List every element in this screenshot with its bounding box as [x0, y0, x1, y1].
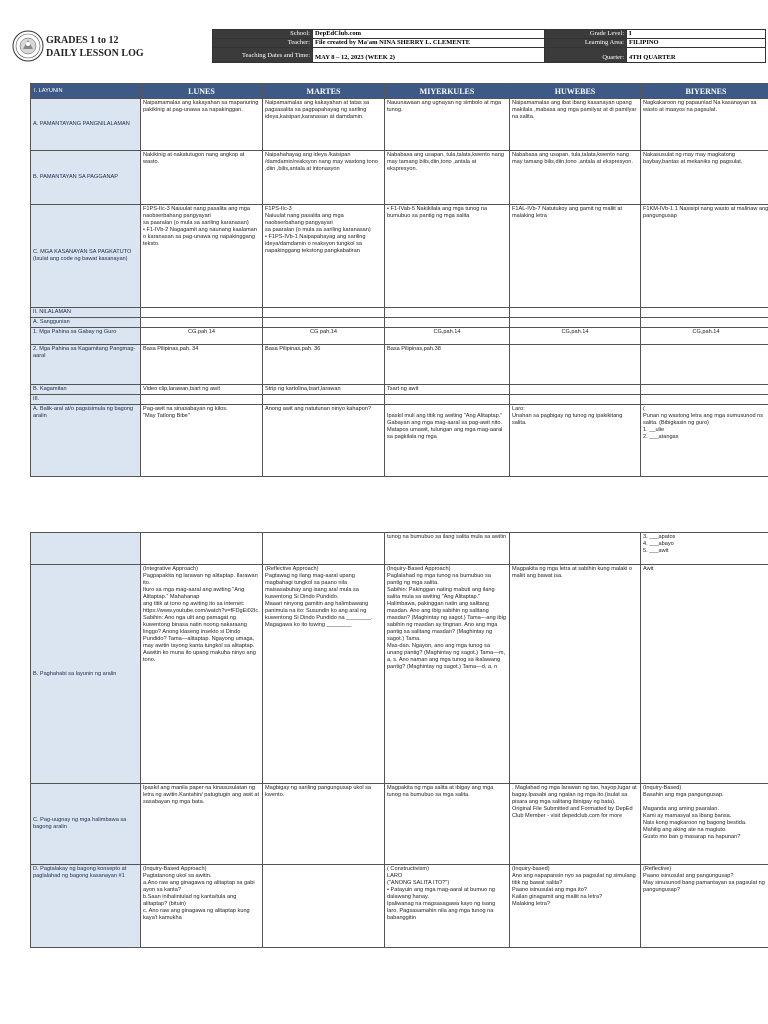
row-label: C. Pag-uugnay ng mga halimbawa sa bagong aralin [31, 784, 141, 865]
table-cell [510, 385, 641, 395]
row-label: B. Kagamitan [31, 385, 141, 395]
table-cell: F1AL-IVb-7 Natutukoy ang gamit ng maliit at malaking letra [510, 205, 641, 308]
table-cell [141, 533, 263, 565]
table-cell: Basa Pilipinas,pah. 36 [263, 345, 385, 385]
area-label: Learning Area: [545, 39, 627, 48]
table-cell: (Reflective Approach) Pagtawag ng ilang mag-aaral upang magbahagi tungkol sa paano nila maisasabuhay ang isang aral mula sa kuwentong Si Dindo Pundido. Maaari ninyong gamitin ang halimbawang panimula na ito: Susundin ko ang aral ng kuwentong Si Dindo Pundido na ________. Magagawa ko ito tuwing ________ [263, 565, 385, 784]
teacher-value: File created by Ma'am NINA SHERRY L. CLEMENTE [313, 39, 545, 48]
table-cell: (Inquiry-Based Approach) Pagtatanong ukol sa awitin. a.Ano raw ang ginagawa ng alitaptap sa gabi ayon sa kanta? b.Saan inihalintulad ng kanta/tula ang alitaptap? (bituin) c. Ano raw ang ginagawa ng alitaptap kung kaya't kamukha [141, 865, 263, 948]
table-cell [641, 318, 768, 328]
teacher-label: Teacher: [213, 39, 313, 48]
row-label: III. [31, 395, 141, 405]
table-cell: Nababasa ang usapan, tula,talata,kwento nang may tamang bilis,diin,tono ,antala at ekspresyon. [510, 151, 641, 205]
table-cell [641, 385, 768, 395]
table-cell [263, 318, 385, 328]
grade-value: I [627, 30, 766, 39]
table-cell: F1PS-IIc-3 Naiuulat nang pasalita ang mga naobserbahang pangyayari sa paaralan (o mula sa sariling karanasan) • F1PS-IVb-1 Naipapahayag ang sariling ideya/damdamin o reaksyon tungkol sa napakinggang tekstong pangkabatiran [263, 205, 385, 308]
table-cell: Nakikinig at nakatutugon nang angkop at wasto. [141, 151, 263, 205]
row-label: A. PAMANTAYANG PANGNILALAMAN [31, 99, 141, 151]
table-cell [263, 308, 385, 318]
table-cell: Naipamamalas ang kakayahan sa mapanuring pakikinig at pag-unawa sa napakinggan. [141, 99, 263, 151]
quarter-label: Quarter: [545, 48, 627, 63]
lesson-table-part1 [30, 83, 768, 477]
table-cell: Nagkakaroon ng papaunlad Na kasanayan sa wasto at maayos na pagsulat. [641, 99, 768, 151]
table-cell: 3. ___apatos 4. ___abayo 5. ___awit [641, 533, 768, 565]
table-cell: Awit [641, 565, 768, 784]
school-value: DepEdClub.com [313, 30, 545, 39]
header-info-table [212, 29, 766, 63]
table-cell: Nauunawaan ang ugnayan ng simbolo at mga tunog. [385, 99, 510, 151]
row-label: B. Paghahabi sa layunin ng aralin [31, 565, 141, 784]
dates-label: Teaching Dates and Time: [213, 48, 313, 63]
row-label [31, 533, 141, 565]
day-header: MARTES [263, 84, 385, 99]
table-cell: Pag-awit na sinasabayan ng kilos. "May Tatlong Bibe" [141, 405, 263, 477]
table-cell [263, 395, 385, 405]
dates-value: MAY 8 – 12, 2023 (WEEK 2) [313, 48, 545, 63]
table-cell: (Inquiry-based) Ano ang napapansin nyo sa pagsulat ng simulang titik ng bawat salita? Paano isinusulat ang mga ito? Kailan ginagamit ang maliit na letra? Malaking letra? [510, 865, 641, 948]
table-cell [385, 318, 510, 328]
table-cell: F1PS-IIc-3 Naiuulat nang pasalita ang mga naobserbahang pangyayari sa paaralan (o mula sa sariling karanasan) • F1-IVb-2 Nagagamit ang naunang kaalaman o karanasan sa pag-unawa ng napakinggang teksto. [141, 205, 263, 308]
table-cell: Video clip,larawan,tsart ng awit [141, 385, 263, 395]
layunin-header: I. LAYUNIN [31, 84, 141, 99]
row-label: C. MGA KASANAYAN SA PAGKATUTO (Isulat ang code ng bawat kasanayan) [31, 205, 141, 308]
table-cell [510, 395, 641, 405]
table-cell [385, 395, 510, 405]
area-value: FILIPINO [627, 39, 766, 48]
table-cell: Laro: Unahan sa pagbigay ng tunog ng ipakikitang salita. [510, 405, 641, 477]
table-cell [141, 318, 263, 328]
lesson-table-part2 [30, 532, 768, 948]
table-cell [641, 345, 768, 385]
table-cell [263, 865, 385, 948]
table-cell: Ipaskil ang manila paper na kinasusulatan ng letra ng awitin.Kantahin/ patugtugin ang awit at sasabayan ng mga bata. [141, 784, 263, 865]
deped-seal-icon [12, 30, 44, 62]
table-cell: Magpakita ng mga salita at ibigay ang mga tunog na bumubuo sa mga salita. [385, 784, 510, 865]
table-cell: (Integrative Approach) Pagpapakita ng larawan ng alitaptap. Ilarawan ito. Ituro sa mga mag-aaral ang awiting "Ang Alitaptap." Mahahanap ang titik at tono ng awiting ito sa internet: https://www.youtube.com/watch?v=fFDgEi02Ic. Sabihin: Ano nga ulit ang pamagat ng kuwentong binasa natin noong nakaraang linggo? Anong klaseng insekto si Dindo Pundido? Tama—alitaptap. Ngayong umaga, may awitin tayong kanta tungkol sa alitaptap. Aawitin ko muna ito upang makuha ninyo ang tono. [141, 565, 263, 784]
table-cell [263, 533, 385, 565]
table-cell: Magbigay ng sariling pangungusap ukol sa kwento. [263, 784, 385, 865]
title-grades: GRADES 1 to 12 [46, 35, 119, 46]
row-label: A. Balik-aral at/o pagsisimula ng bagong aralin [31, 405, 141, 477]
table-cell: CG,pah.14 [510, 328, 641, 345]
table-cell: (Inquiry-Based Approach) Paglalahad ng mga tunog na bumubuo sa pantig ng mga salita. Sabihin: Pakinggan nating mabuti ang ilang salita mula sa awiting "Ang Alitaptap." Halimbawa, pakinggan natin ang salitang masdan. Ano ang ibig sabihin ng salitang masdan? (Maghintay ng sagot.) Tama—ang ibig sabihin ng masdan ay tingnan. Ano ang mga pantig sa salitang masdan? (Maghintay ng sagot.) Tama. Mas-dan. Ngayon, ano ang mga tunog sa unang pantig? (Maghintay ng sagot.) Tama—m, a, s. Ano naman ang mga tunog sa ikalawang pantig? (Maghintay ng sagot.) Tama—d, a, n [385, 565, 510, 784]
table-cell: Naipamamalas ang kakayahan at tatas sa pagsasalita sa pagpapahayag ng sariling ideya,kaisipan,karanasan at damdamin. [263, 99, 385, 151]
table-cell [510, 308, 641, 318]
row-label: A. Sanggunian [31, 318, 141, 328]
table-cell: Naipahahayag ang ideya /kaisipan /damdamin/reaksyon nang may wastong tono ,diin ,bilis,antala at intonasyon [263, 151, 385, 205]
table-cell: • F1-IVab-5 Nakikilala ang mga tunog na bumubuo sa pantig ng mga salita [385, 205, 510, 308]
table-cell [510, 533, 641, 565]
table-cell: Naipamamalas ang ibat ibang kasanayan upang makilala ,mabasa ang mga pamilyar at di pamilyar na salita. [510, 99, 641, 151]
row-label: 1. Mga Pahina sa Gabay ng Guro [31, 328, 141, 345]
row-label: D. Pagtalakay ng bagong konsepto at paglalahad ng bagong kasanayan #1 [31, 865, 141, 948]
school-label: School: [213, 30, 313, 39]
table-cell: Anong awit ang natutunan ninyo kahapon? [263, 405, 385, 477]
day-header: LUNES [141, 84, 263, 99]
table-cell [141, 308, 263, 318]
row-label: 2. Mga Pahina sa Kagamitang Pangmag-aaral [31, 345, 141, 385]
table-cell [510, 318, 641, 328]
table-cell: CG,pah.14 [641, 328, 768, 345]
row-label: II. NILALAMAN [31, 308, 141, 318]
grade-label: Grade Level: [545, 30, 627, 39]
table-cell [385, 308, 510, 318]
table-cell: Magpakita ng mga letra at sabihin kung malaki o maliit ang bawat isa. [510, 565, 641, 784]
table-cell [641, 308, 768, 318]
table-cell: Basa Pilipinas,pah.38 [385, 345, 510, 385]
table-cell: Ipaskil muli ang titik ng awiting "Ang Alitaptap." Gabayan ang mga mag-aaral sa pag-awit nito. Matapos umawit, tulungan ang mga mag-aaral sa pagkilala ng mga [385, 405, 510, 477]
table-cell [510, 345, 641, 385]
day-header: HUWEBES [510, 84, 641, 99]
table-cell: Basa Pilipinas,pah. 34 [141, 345, 263, 385]
table-cell: F1KM-IVb-1.1 Nasisipi nang wasto at malinaw ang pangungusap [641, 205, 768, 308]
table-cell: CG,pah.14 [385, 328, 510, 345]
day-header: MIYERKULES [385, 84, 510, 99]
table-cell: CG.pah 14 [141, 328, 263, 345]
table-cell: (Inquiry-Based) Basahin ang mga pangungusap. Maganda ang aming paaralan. Kami ay mamasyal sa ibang bansa. Nais kong magkaroon ng bagong bestida. Mahilig ang aking ate na magluto. Gusto mo ban g masarap na hapunan? [641, 784, 768, 865]
table-cell: CG pah.14 [263, 328, 385, 345]
table-cell: tunog na bumubuo sa ilang salita mula sa awitin [385, 533, 510, 565]
table-cell: ( Punan ng wastong letra ang mga sumusunod ns salita. (Bibigkasin ng guro) 1. __ulie 2. ___atangas [641, 405, 768, 477]
quarter-value: 4TH QUARTER [627, 48, 766, 63]
table-cell: Tsart ng awit [385, 385, 510, 395]
title-daily-lesson-log: DAILY LESSON LOG [46, 48, 144, 59]
table-cell: Strip ng kartolina,tsart,larawan [263, 385, 385, 395]
row-label: B. PAMANTAYAN SA PAGGANAP [31, 151, 141, 205]
table-cell [641, 395, 768, 405]
table-cell: (Reflective) Paano isinusulat ang pangungusap? May sinusunod bang pamantayan sa pagsulat ng pangungusap? [641, 865, 768, 948]
table-cell [141, 395, 263, 405]
table-cell: Nababasa ang usapan, tula,talata,kwento nang may tamang bilis,diin,tono ,antala at ekspresyon. [385, 151, 510, 205]
table-cell: ( Constructivism) LARO ("ANONG SALITA ITO?") • Patayuin ang mga mag-aaral at bumuo ng dalawang hanay. Ipaliwanag na magsasagawa kayo ng isang laro. Pagsasamahin nila ang mga tunog na babanggitin [385, 865, 510, 948]
table-cell: Nakasusulat ng may may magkatong baybay,bantas at mekaniks ng pagsulat. [641, 151, 768, 205]
day-header: BIYERNES [641, 84, 768, 99]
table-cell: . Maglahad ng mga larawan ng tao, hayop,lugar at bagay.Ipasabi ang ngalan ng mga ito.(isulat sa pisara ang mga salitang ibinigay ng bata). Original File Submitted and Formatted by DepEd Club Member - visit depedclub.com for more [510, 784, 641, 865]
